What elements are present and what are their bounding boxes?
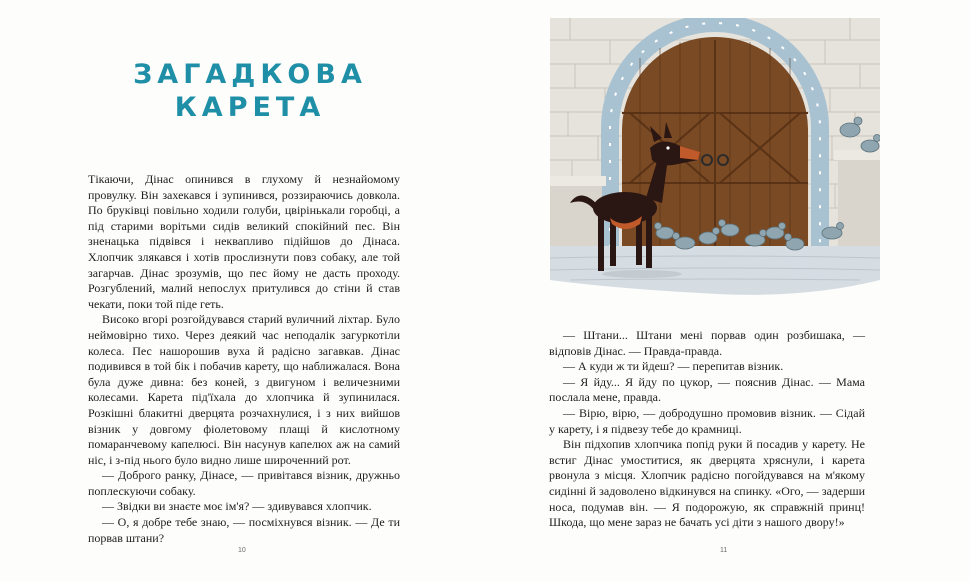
page-number: 10 — [238, 547, 246, 554]
right-page — [485, 0, 970, 582]
page-number: 11 — [720, 547, 728, 554]
dog-at-gate-illustration — [550, 18, 880, 300]
paragraph: — О, я добре тебе знаю, — посміхнувся візник. — Де ти порвав штани? — [88, 515, 400, 545]
chapter-title — [120, 58, 380, 124]
paragraph: — Я йду... Я йду по цукор, — пояснив Дінас. — Мама послала мене, правда. — [549, 374, 865, 405]
paragraph: Тікаючи, Дінас опинився в глухому й незнайомому провулку. Він захекався і зупинився, роззираючись довкола. По бруківці повільно ходили голуби, цвірінькали горобці, а під старими ворітьми сидів великий спокійний пес. Він зненацька підвівся і неквапливо підійшов до Дінаса. Хлопчик злякався і хотів прослизнути повз собаку, але той загарчав. Дінас зрозумів, що пес йому не дасть проходу. Розгублений, малий непослух притулився до стіни й став чекати, поки той піде геть. — [88, 172, 400, 311]
paragraph: — Вірю, вірю, — добродушно промовив візник. — Сідай у карету, і я підвезу тебе до крамниці. — [549, 405, 865, 436]
chapter-title-line-1: ЗАГАДКОВА — [133, 59, 367, 90]
left-page-text — [88, 172, 400, 546]
paragraph: Він підхопив хлопчика попід руки й посадив у карету. Не встиг Дінас умоститися, як дверцята хряснули, і карета рвонула з місця. Хлопчик радісно погойдувався на м'якому сидінні й задоволено відкинувся на спинку. «Ого, — задерши носа, подумав він. — Я подорожую, як справжній принц! Шкода, що мене зараз не бачать усі діти з нашого двору!» — [549, 437, 865, 530]
chapter-title-line-2: КАРЕТА — [174, 92, 326, 123]
paragraph: — Доброго ранку, Дінасе, — привітався візник, дружньо поплескуючи собаку. — [88, 468, 400, 498]
paragraph: — А куди ж ти йдеш? — перепитав візник. — [563, 359, 784, 374]
paragraph: — Штани... Штани мені порвав один розбишака, — відповів Дінас. — Правда-правда. — [549, 328, 865, 358]
paragraph: Високо вгорі розгойдувався старий вуличний ліхтар. Було неймовірно тихо. Через деякий час неподалік загуркотіли колеса. Пес нашорошив вуха й радісно загавкав. Дінас подивився в той бік і побачив карету, що наближалася. Вона була дуже дивна: без коней, з двигуном і величезними колесами. Карета під'їхала до хлопчика й зупинилася. Розкішні блакитні дверцята розчахнулися, і з них вийшов візник у довгому фіолетовому плащі й кислотному помаранчевому капелюсі. Він насунув капелюх аж на самий ніс, і з-під нього було видно лише широченний рот. — [88, 312, 400, 467]
paragraph: — Звідки ви знаєте моє ім'я? — здивувався хлопчик. — [102, 499, 372, 514]
right-page-text — [549, 328, 865, 531]
